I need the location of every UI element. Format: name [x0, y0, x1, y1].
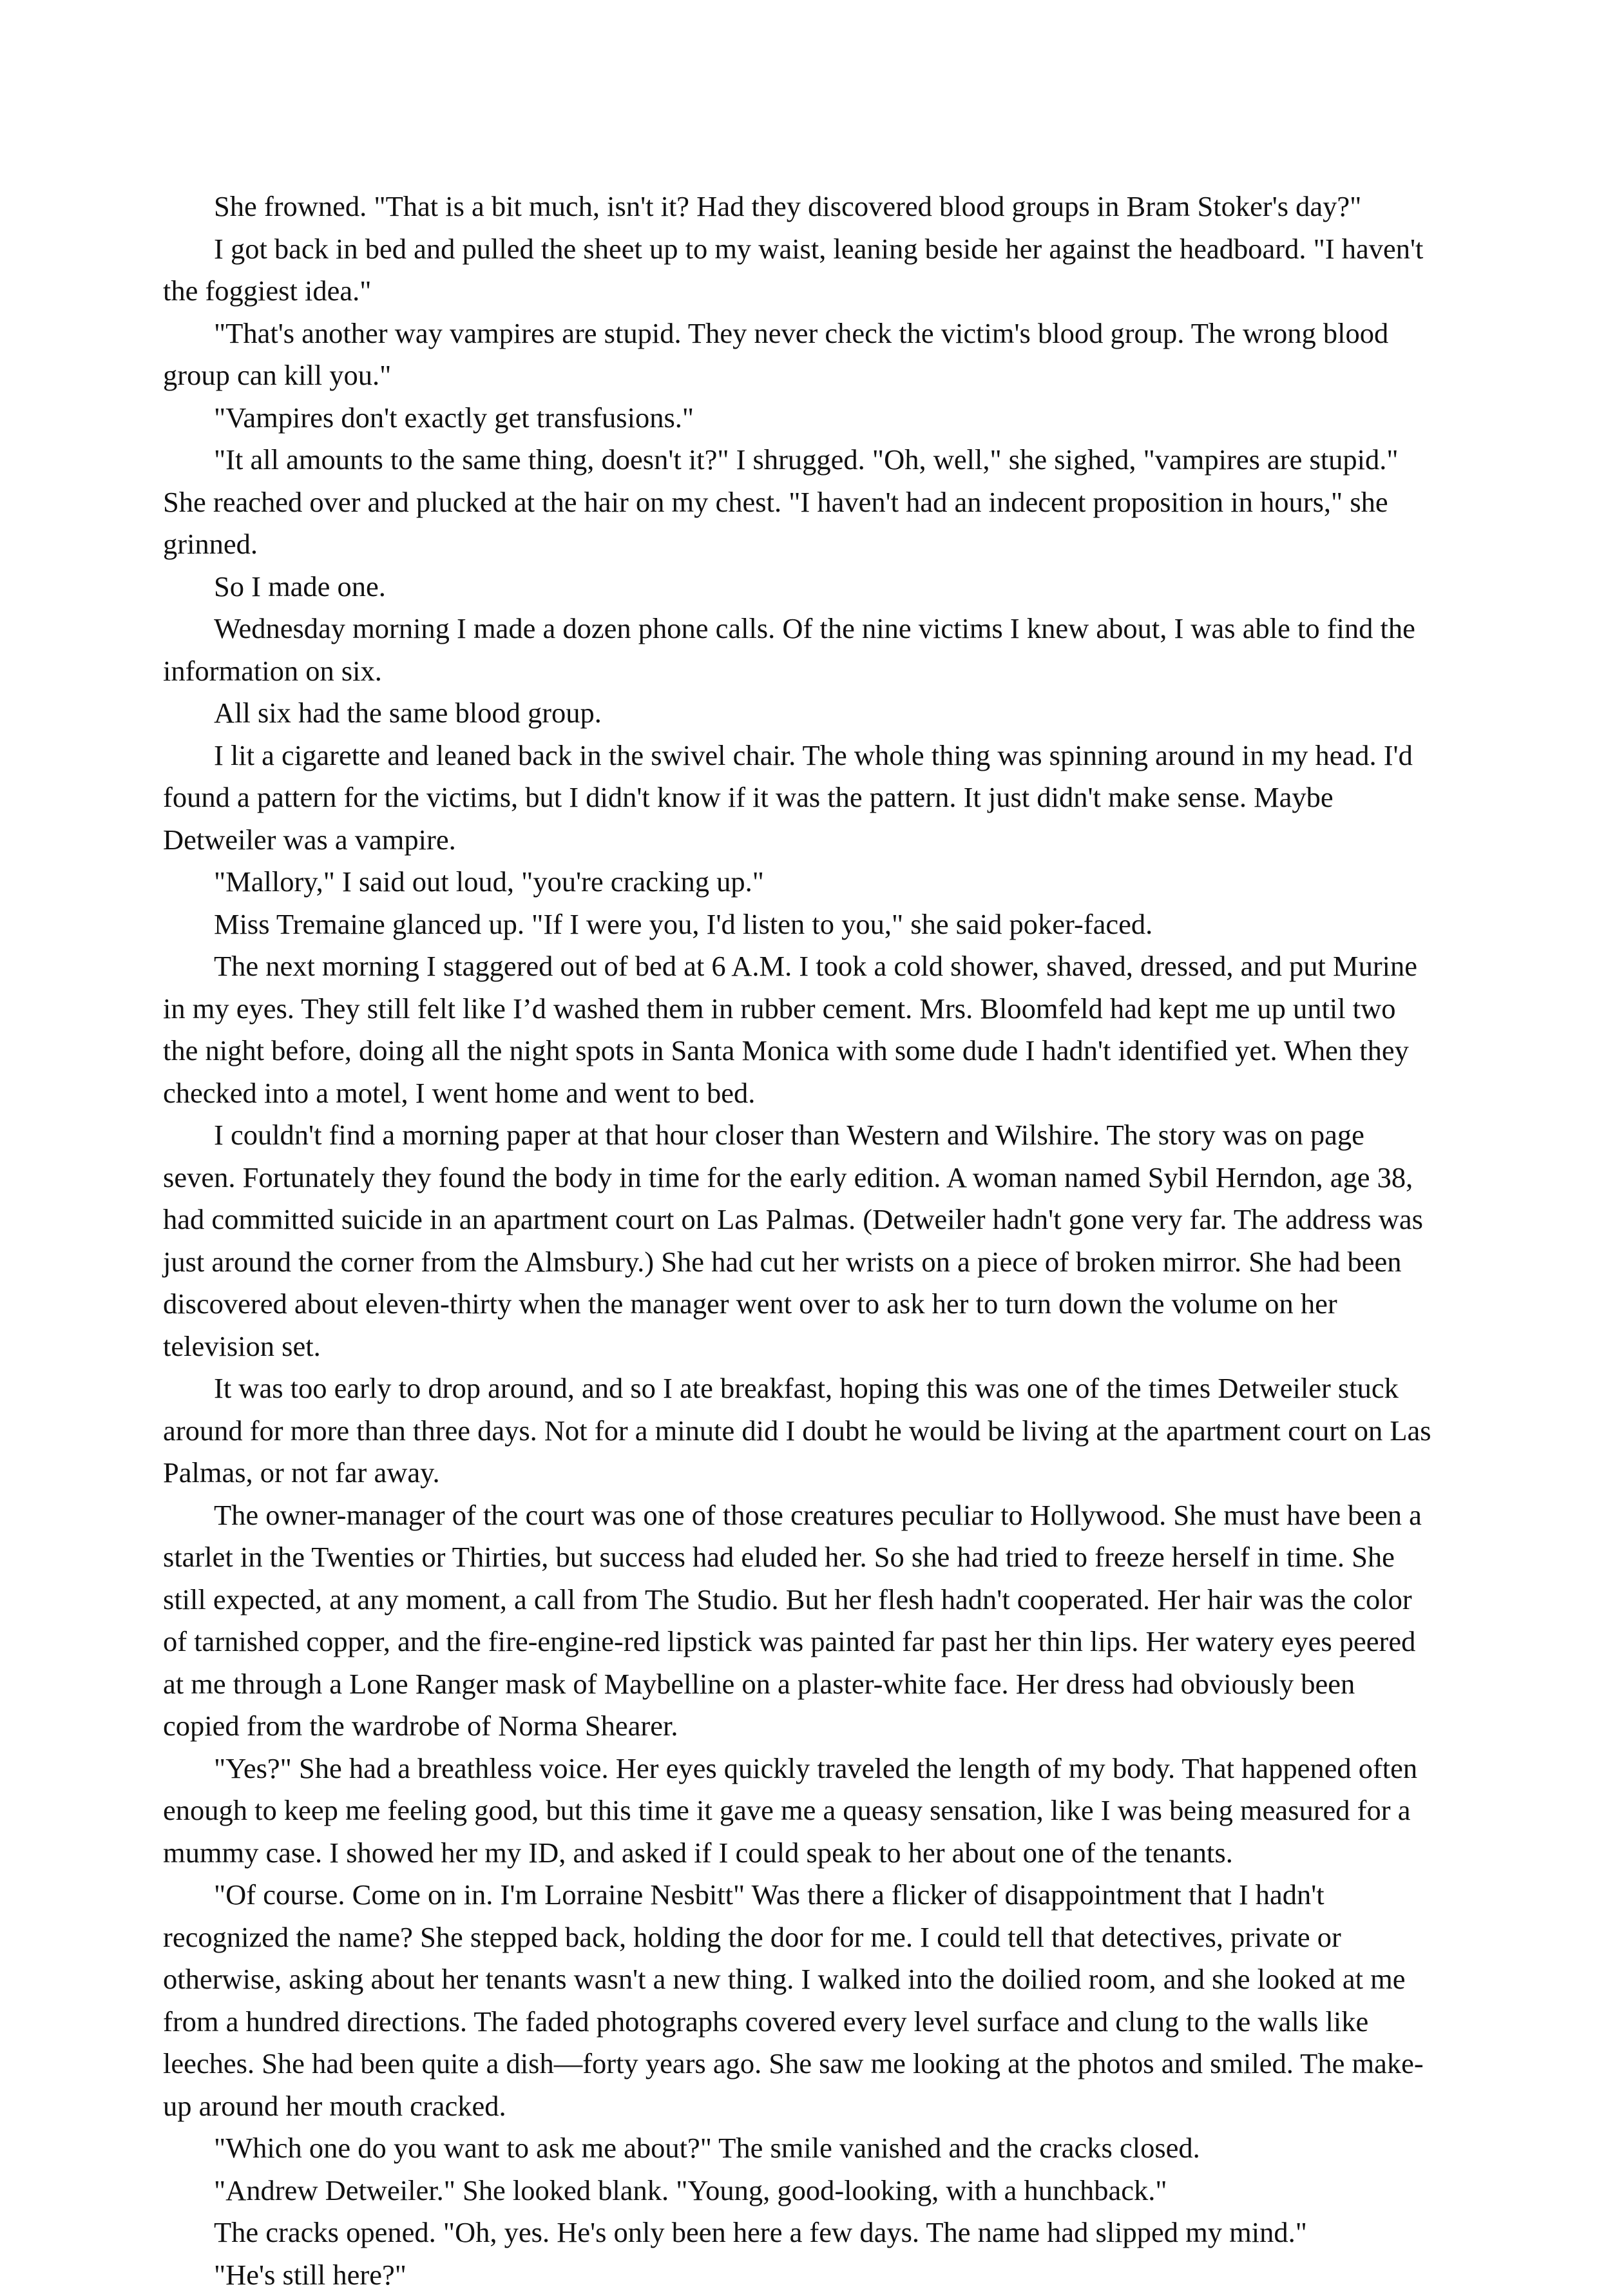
- paragraph: Wednesday morning I made a dozen phone calls. Of the nine victims I knew about, I was able to find the information on six.: [163, 608, 1433, 692]
- paragraph: I got back in bed and pulled the sheet up to my waist, leaning beside her against the headboard. "I haven't the foggiest idea.": [163, 228, 1433, 313]
- paragraph: "It all amounts to the same thing, doesn't it?" I shrugged. "Oh, well," she sighed, "vampires are stupid." She reached over and plucked at the hair on my chest. "I haven't had an indecent proposition in hours," she grinned.: [163, 439, 1433, 566]
- paragraph: She frowned. "That is a bit much, isn't it? Had they discovered blood groups in Bram Stoker's day?": [163, 186, 1433, 228]
- paragraph: I couldn't find a morning paper at that hour closer than Western and Wilshire. The story was on page seven. Fortunately they found the body in time for the early edition. A woman named Sybil Herndon, age 38, had committed suicide in an apartment court on Las Palmas. (Detweiler hadn't gone very far. The address was just around the corner from the Almsbury.) She had cut her wrists on a piece of broken mirror. She had been discovered about eleven-thirty when the manager went over to ask her to turn down the volume on her television set.: [163, 1114, 1433, 1367]
- paragraph: The next morning I staggered out of bed at 6 A.M. I took a cold shower, shaved, dressed, and put Murine in my eyes. They still felt like I’d washed them in rubber cement. Mrs. Bloomfeld had kept me up until two the night before, doing all the night spots in Santa Monica with some dude I hadn't identified yet. When they checked into a motel, I went home and went to bed.: [163, 945, 1433, 1114]
- paragraph: The owner-manager of the court was one of those creatures peculiar to Hollywood. She must have been a starlet in the Twenties or Thirties, but success had eluded her. So she had tried to freeze herself in time. She still expected, at any moment, a call from The Studio. But her flesh hadn't cooperated. Her hair was the color of tarnished copper, and the fire-engine-red lipstick was painted far past her thin lips. Her watery eyes peered at me through a Lone Ranger mask of Maybelline on a plaster-white face. Her dress had obviously been copied from the wardrobe of Norma Shearer.: [163, 1494, 1433, 1748]
- paragraph: "Mallory," I said out loud, "you're cracking up.": [163, 861, 1433, 903]
- paragraph: "Andrew Detweiler." She looked blank. "Young, good-looking, with a hunchback.": [163, 2170, 1433, 2212]
- paragraph: "Vampires don't exactly get transfusions.": [163, 397, 1433, 439]
- paragraph: "That's another way vampires are stupid. They never check the victim's blood group. The wrong blood group can kill you.": [163, 313, 1433, 397]
- paragraph: All six had the same blood group.: [163, 692, 1433, 735]
- paragraph: "He's still here?": [163, 2254, 1433, 2296]
- paragraph: "Yes?" She had a breathless voice. Her eyes quickly traveled the length of my body. That happened often enough to keep me feeling good, but this time it gave me a queasy sensation, like I was being measured for a mummy case. I showed her my ID, and asked if I could speak to her about one of the tenants.: [163, 1748, 1433, 1875]
- paragraph: The cracks opened. "Oh, yes. He's only been here a few days. The name had slipped my mind.": [163, 2212, 1433, 2254]
- paragraph: Miss Tremaine glanced up. "If I were you, I'd listen to you," she said poker-faced.: [163, 903, 1433, 946]
- paragraph: It was too early to drop around, and so I ate breakfast, hoping this was one of the times Detweiler stuck around for more than three days. Not for a minute did I doubt he would be living at the apartment court on Las Palmas, or not far away.: [163, 1367, 1433, 1494]
- document-page: [163, 186, 1433, 2296]
- paragraph: "Which one do you want to ask me about?" The smile vanished and the cracks closed.: [163, 2127, 1433, 2170]
- paragraph: So I made one.: [163, 566, 1433, 608]
- paragraph: "Of course. Come on in. I'm Lorraine Nesbitt" Was there a flicker of disappointment that I hadn't recognized the name? She stepped back, holding the door for me. I could tell that detectives, private or otherwise, asking about her tenants wasn't a new thing. I walked into the doilied room, and she looked at me from a hundred directions. The faded photographs covered every level surface and clung to the walls like leeches. She had been quite a dish—forty years ago. She saw me looking at the photos and smiled. The make-up around her mouth cracked.: [163, 1874, 1433, 2127]
- paragraph: I lit a cigarette and leaned back in the swivel chair. The whole thing was spinning around in my head. I'd found a pattern for the victims, but I didn't know if it was the pattern. It just didn't make sense. Maybe Detweiler was a vampire.: [163, 735, 1433, 862]
